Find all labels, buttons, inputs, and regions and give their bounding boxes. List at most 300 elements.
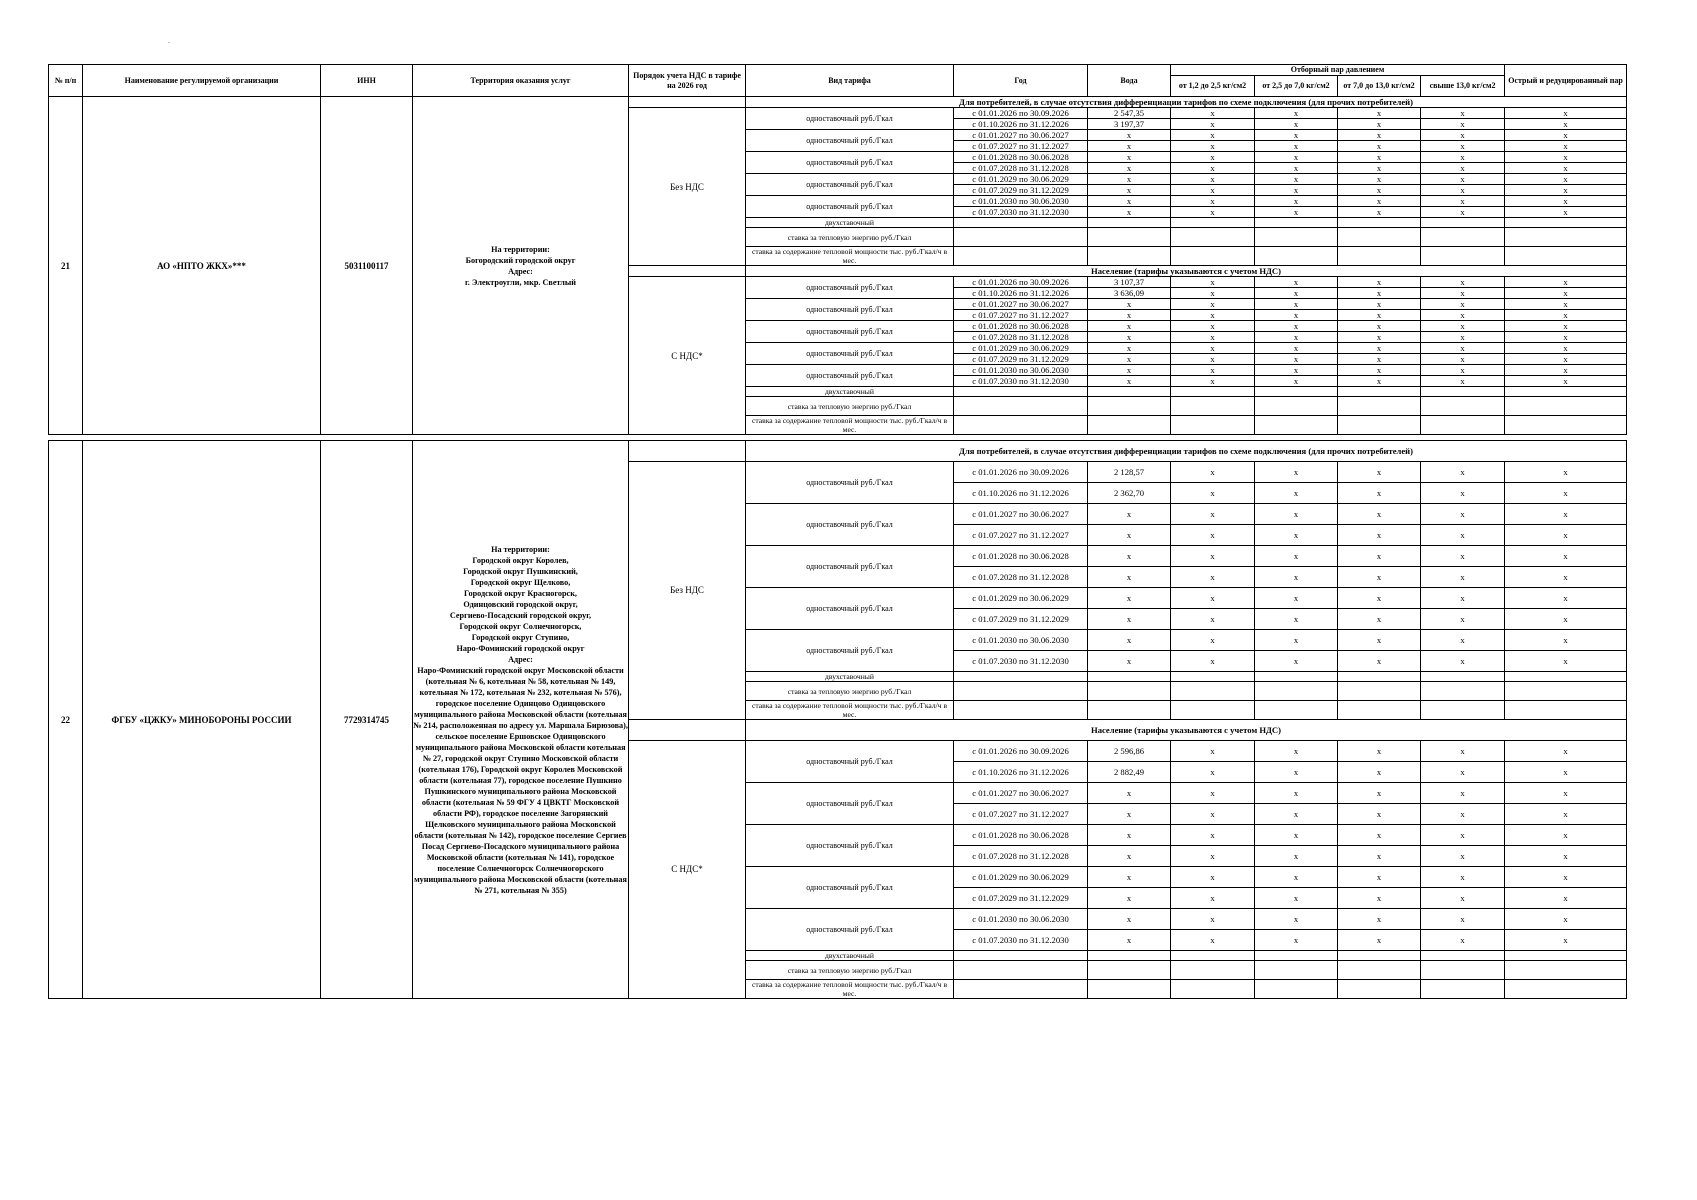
x-mark: x: [1421, 108, 1505, 119]
x-mark: x: [1171, 277, 1255, 288]
x-mark: x: [1338, 930, 1421, 951]
x-mark: x: [1338, 365, 1421, 376]
water-value: x: [1088, 867, 1171, 888]
x-mark: x: [1505, 108, 1627, 119]
x-mark: x: [1171, 174, 1255, 185]
tariff-period: с 01.07.2027 по 31.12.2027: [954, 141, 1088, 152]
x-mark: x: [1421, 332, 1505, 343]
empty-cell: [1088, 247, 1171, 266]
x-mark: x: [1421, 196, 1505, 207]
x-mark: x: [1421, 288, 1505, 299]
x-mark: x: [1338, 804, 1421, 825]
water-value: x: [1088, 909, 1171, 930]
water-value: x: [1088, 207, 1171, 218]
x-mark: x: [1421, 846, 1505, 867]
tariff-period: с 01.01.2026 по 30.09.2026: [954, 108, 1088, 119]
x-mark: x: [1255, 888, 1338, 909]
water-value: x: [1088, 343, 1171, 354]
empty-cell: [1505, 701, 1627, 720]
empty-cell: [954, 961, 1088, 980]
empty-cell: [1505, 387, 1627, 397]
empty-cell: [1088, 682, 1171, 701]
x-mark: x: [1255, 867, 1338, 888]
x-mark: x: [1505, 141, 1627, 152]
territory-line: Адрес:: [508, 266, 533, 276]
empty-cell: [1421, 672, 1505, 682]
org-inn: 7729314745: [321, 441, 413, 999]
empty-cell: [1255, 416, 1338, 435]
water-value: x: [1088, 310, 1171, 321]
x-mark: x: [1255, 321, 1338, 332]
x-mark: x: [1421, 163, 1505, 174]
tariff-one-part: одноставочный руб./Гкал: [746, 277, 954, 299]
x-mark: x: [1505, 930, 1627, 951]
territory-line: Городской округ Солнечногорск,: [459, 621, 582, 631]
territory-line: Городской округ Ступино,: [471, 632, 570, 642]
empty-cell: [1421, 387, 1505, 397]
x-mark: x: [1505, 376, 1627, 387]
tariff-energy-rate: ставка за тепловую энергию руб./Гкал: [746, 228, 954, 247]
tariff-energy-rate: ставка за тепловую энергию руб./Гкал: [746, 961, 954, 980]
x-mark: x: [1338, 588, 1421, 609]
empty-cell: [1255, 672, 1338, 682]
empty-cell: [1088, 951, 1171, 961]
tariff-period: с 01.01.2027 по 30.06.2027: [954, 783, 1088, 804]
x-mark: x: [1171, 741, 1255, 762]
empty-cell: [1338, 961, 1421, 980]
empty-cell: [1171, 228, 1255, 247]
water-value: x: [1088, 888, 1171, 909]
x-mark: x: [1255, 846, 1338, 867]
water-value: x: [1088, 332, 1171, 343]
x-mark: x: [1421, 609, 1505, 630]
tariff-two-part: двухставочный: [746, 672, 954, 682]
tariff-two-part: двухставочный: [746, 218, 954, 228]
x-mark: x: [1421, 867, 1505, 888]
vat-mode: Без НДС: [629, 462, 746, 720]
x-mark: x: [1421, 130, 1505, 141]
org-inn: 5031100117: [321, 97, 413, 435]
col-steam-1: от 1,2 до 2,5 кг/см2: [1171, 76, 1255, 97]
section-band: Население (тарифы указываются с учетом НДС): [746, 266, 1627, 277]
x-mark: x: [1421, 525, 1505, 546]
tariff-period: с 01.01.2026 по 30.09.2026: [954, 462, 1088, 483]
x-mark: x: [1338, 207, 1421, 218]
x-mark: x: [1171, 130, 1255, 141]
x-mark: x: [1171, 119, 1255, 130]
x-mark: x: [1255, 483, 1338, 504]
x-mark: x: [1255, 343, 1338, 354]
x-mark: x: [1338, 108, 1421, 119]
tariff-one-part: одноставочный руб./Гкал: [746, 825, 954, 867]
x-mark: x: [1338, 825, 1421, 846]
tariff-period: с 01.01.2028 по 30.06.2028: [954, 825, 1088, 846]
col-water: Вода: [1088, 65, 1171, 97]
x-mark: x: [1338, 762, 1421, 783]
x-mark: x: [1421, 651, 1505, 672]
tariff-capacity-rate: ставка за содержание тепловой мощности тыс. руб./Гкал/ч в мес.: [746, 416, 954, 435]
x-mark: x: [1421, 804, 1505, 825]
x-mark: x: [1338, 888, 1421, 909]
x-mark: x: [1505, 174, 1627, 185]
x-mark: x: [1338, 504, 1421, 525]
empty-cell: [1421, 228, 1505, 247]
tariff-one-part: одноставочный руб./Гкал: [746, 321, 954, 343]
water-value: x: [1088, 299, 1171, 310]
tariff-period: с 01.01.2029 по 30.06.2029: [954, 867, 1088, 888]
x-mark: x: [1171, 321, 1255, 332]
x-mark: x: [1255, 310, 1338, 321]
tariff-period: с 01.07.2029 по 31.12.2029: [954, 609, 1088, 630]
x-mark: x: [1171, 108, 1255, 119]
x-mark: x: [1171, 332, 1255, 343]
empty-cell: [1421, 980, 1505, 999]
org-territory: [413, 441, 629, 999]
tariff-period: с 01.01.2027 по 30.06.2027: [954, 130, 1088, 141]
x-mark: x: [1505, 909, 1627, 930]
water-value: x: [1088, 354, 1171, 365]
empty-cell: [1255, 218, 1338, 228]
x-mark: x: [1171, 846, 1255, 867]
water-value: x: [1088, 546, 1171, 567]
x-mark: x: [1505, 588, 1627, 609]
x-mark: x: [1421, 546, 1505, 567]
empty-cell: [1171, 218, 1255, 228]
x-mark: x: [1505, 130, 1627, 141]
tariff-period: с 01.01.2029 по 30.06.2029: [954, 174, 1088, 185]
empty-cell: [1088, 228, 1171, 247]
empty-cell: [1338, 980, 1421, 999]
x-mark: x: [1255, 152, 1338, 163]
water-value: x: [1088, 630, 1171, 651]
x-mark: x: [1421, 207, 1505, 218]
tariff-capacity-rate: ставка за содержание тепловой мощности тыс. руб./Гкал/ч в мес.: [746, 980, 954, 999]
tariff-capacity-rate: ставка за содержание тепловой мощности тыс. руб./Гкал/ч в мес.: [746, 701, 954, 720]
empty-cell: [1421, 247, 1505, 266]
x-mark: x: [1255, 365, 1338, 376]
empty-cell: [1171, 951, 1255, 961]
x-mark: x: [1255, 108, 1338, 119]
empty-cell: [1421, 218, 1505, 228]
x-mark: x: [1255, 930, 1338, 951]
x-mark: x: [1171, 299, 1255, 310]
water-value: x: [1088, 163, 1171, 174]
empty-cell: [1088, 397, 1171, 416]
x-mark: x: [1171, 504, 1255, 525]
water-value: x: [1088, 525, 1171, 546]
x-mark: x: [1255, 525, 1338, 546]
water-value: 2 128,57: [1088, 462, 1171, 483]
tariff-one-part: одноставочный руб./Гкал: [746, 299, 954, 321]
x-mark: x: [1505, 321, 1627, 332]
empty-cell: [1088, 961, 1171, 980]
x-mark: x: [1171, 930, 1255, 951]
x-mark: x: [1338, 163, 1421, 174]
empty-cell: [1338, 701, 1421, 720]
x-mark: x: [1421, 277, 1505, 288]
x-mark: x: [1338, 321, 1421, 332]
x-mark: x: [1338, 141, 1421, 152]
tariff-period: с 01.07.2028 по 31.12.2028: [954, 163, 1088, 174]
empty-cell: [1088, 387, 1171, 397]
x-mark: x: [1421, 354, 1505, 365]
col-org: Наименование регулируемой организации: [83, 65, 321, 97]
empty-cell: [1171, 416, 1255, 435]
tariff-energy-rate: ставка за тепловую энергию руб./Гкал: [746, 397, 954, 416]
col-steam-group: Отборный пар давлением: [1171, 65, 1505, 76]
x-mark: x: [1171, 354, 1255, 365]
x-mark: x: [1255, 185, 1338, 196]
x-mark: x: [1338, 651, 1421, 672]
x-mark: x: [1171, 152, 1255, 163]
tariff-period: с 01.01.2030 по 30.06.2030: [954, 365, 1088, 376]
territory-line: Одинцовский городской округ,: [463, 599, 578, 609]
empty-cell: [1088, 672, 1171, 682]
empty-cell: [1421, 682, 1505, 701]
water-value: x: [1088, 130, 1171, 141]
x-mark: x: [1421, 630, 1505, 651]
empty-cell: [1255, 682, 1338, 701]
empty-cell: [1338, 682, 1421, 701]
vat-spacer: [629, 97, 746, 108]
org-name: АО «НПТО ЖКХ»***: [83, 97, 321, 435]
col-sharp-steam: Острый и редуцированный пар: [1505, 65, 1627, 97]
x-mark: x: [1338, 343, 1421, 354]
x-mark: x: [1338, 846, 1421, 867]
water-value: 2 547,35: [1088, 108, 1171, 119]
tariff-table: [48, 64, 1627, 999]
tariff-capacity-rate: ставка за содержание тепловой мощности тыс. руб./Гкал/ч в мес.: [746, 247, 954, 266]
empty-cell: [954, 951, 1088, 961]
empty-cell: [954, 682, 1088, 701]
x-mark: x: [1171, 651, 1255, 672]
territory-line: Городской округ Королев,: [472, 555, 569, 565]
x-mark: x: [1505, 196, 1627, 207]
x-mark: x: [1505, 343, 1627, 354]
empty-cell: [954, 397, 1088, 416]
tariff-period: с 01.01.2030 по 30.06.2030: [954, 630, 1088, 651]
x-mark: x: [1255, 588, 1338, 609]
x-mark: x: [1421, 825, 1505, 846]
x-mark: x: [1171, 185, 1255, 196]
x-mark: x: [1505, 504, 1627, 525]
tariff-two-part: двухставочный: [746, 951, 954, 961]
empty-cell: [954, 980, 1088, 999]
x-mark: x: [1505, 546, 1627, 567]
empty-cell: [954, 416, 1088, 435]
empty-cell: [1505, 228, 1627, 247]
territory-line: Адрес:: [508, 654, 533, 664]
x-mark: x: [1338, 630, 1421, 651]
x-mark: x: [1505, 332, 1627, 343]
org-name: ФГБУ «ЦЖКУ» МИНОБОРОНЫ РОССИИ: [83, 441, 321, 999]
water-value: x: [1088, 588, 1171, 609]
x-mark: x: [1338, 909, 1421, 930]
x-mark: x: [1505, 846, 1627, 867]
x-mark: x: [1505, 310, 1627, 321]
x-mark: x: [1255, 354, 1338, 365]
water-value: 3 197,37: [1088, 119, 1171, 130]
x-mark: x: [1421, 762, 1505, 783]
empty-cell: [1505, 416, 1627, 435]
x-mark: x: [1255, 546, 1338, 567]
tariff-one-part: одноставочный руб./Гкал: [746, 588, 954, 630]
x-mark: x: [1338, 462, 1421, 483]
tariff-one-part: одноставочный руб./Гкал: [746, 130, 954, 152]
x-mark: x: [1171, 196, 1255, 207]
territory-line: Наро-Фоминский городской округ: [456, 643, 585, 653]
x-mark: x: [1505, 804, 1627, 825]
tariff-period: с 01.10.2026 по 31.12.2026: [954, 288, 1088, 299]
territory-line: Городской округ Щелково,: [470, 577, 571, 587]
tariff-period: с 01.01.2027 по 30.06.2027: [954, 504, 1088, 525]
empty-cell: [1421, 397, 1505, 416]
tariff-one-part: одноставочный руб./Гкал: [746, 365, 954, 387]
x-mark: x: [1505, 299, 1627, 310]
tariff-energy-rate: ставка за тепловую энергию руб./Гкал: [746, 682, 954, 701]
x-mark: x: [1255, 130, 1338, 141]
x-mark: x: [1421, 909, 1505, 930]
x-mark: x: [1421, 343, 1505, 354]
x-mark: x: [1171, 546, 1255, 567]
x-mark: x: [1505, 462, 1627, 483]
x-mark: x: [1255, 609, 1338, 630]
x-mark: x: [1505, 567, 1627, 588]
tariff-period: с 01.07.2027 по 31.12.2027: [954, 310, 1088, 321]
water-value: x: [1088, 930, 1171, 951]
x-mark: x: [1255, 207, 1338, 218]
x-mark: x: [1421, 310, 1505, 321]
col-vat: Порядок учета НДС в тарифе на 2026 год: [629, 65, 746, 97]
tariff-period: с 01.01.2028 по 30.06.2028: [954, 546, 1088, 567]
tariff-period: с 01.07.2029 по 31.12.2029: [954, 185, 1088, 196]
empty-cell: [1505, 682, 1627, 701]
tariff-period: с 01.01.2027 по 30.06.2027: [954, 299, 1088, 310]
territory-line: Городской округ Красногорск,: [464, 588, 577, 598]
tariff-period: с 01.10.2026 по 31.12.2026: [954, 483, 1088, 504]
x-mark: x: [1338, 130, 1421, 141]
territory-line: Наро-Фоминский городской округ Московской области (котельная № 6, котельная № 58, котельная № 149, котельная № 172, котельная № 232, котельная № 576), городское поселение Одинцово Одинцовского муниципального района Московской области (котельная № 214, расположенная по адресу ул. Маршала Бирюзова), сельское поселение Ершовское Одинцовского муниципального района Московской области котельная № 27, городской округ Ступино Московской области (котельная 176), Городской округ Королев Московской области (котельная 77), городское поселение Пушкино Пушкинского муниципального района Московской области (котельная № 59 ФГУ 4 ЦВКТГ Московской области РФ), городское поселение Загорянский Щелковского муниципального района Московской области (котельная № 142), городское поселение Сергиев Посад Сергиево-Посадского муниципального района Московской области (котельная № 141), городское поселение Солнечногорск Солнечногорского муниципального района Московской области (котельная № 271, котельная № 355): [413, 665, 628, 895]
water-value: x: [1088, 846, 1171, 867]
x-mark: x: [1421, 174, 1505, 185]
x-mark: x: [1255, 741, 1338, 762]
x-mark: x: [1171, 804, 1255, 825]
x-mark: x: [1338, 196, 1421, 207]
tariff-period: с 01.07.2029 по 31.12.2029: [954, 888, 1088, 909]
water-value: x: [1088, 196, 1171, 207]
tariff-one-part: одноставочный руб./Гкал: [746, 343, 954, 365]
empty-cell: [1171, 247, 1255, 266]
empty-cell: [1255, 387, 1338, 397]
empty-cell: [1505, 961, 1627, 980]
x-mark: x: [1255, 299, 1338, 310]
tariff-period: с 01.07.2029 по 31.12.2029: [954, 354, 1088, 365]
territory-line: Городской округ Пушкинский,: [463, 566, 578, 576]
tariff-period: с 01.01.2030 по 30.06.2030: [954, 196, 1088, 207]
tariff-sheet: [48, 64, 1626, 999]
empty-cell: [1171, 701, 1255, 720]
tariff-period: с 01.07.2030 по 31.12.2030: [954, 376, 1088, 387]
x-mark: x: [1255, 630, 1338, 651]
x-mark: x: [1338, 119, 1421, 130]
section-band: Для потребителей, в случае отсутствия дифференциации тарифов по схеме подключения (для прочих потребителей): [746, 97, 1627, 108]
x-mark: x: [1421, 504, 1505, 525]
vat-mode: С НДС*: [629, 741, 746, 999]
vat-spacer: [629, 441, 746, 462]
x-mark: x: [1171, 909, 1255, 930]
x-mark: x: [1338, 483, 1421, 504]
x-mark: x: [1255, 277, 1338, 288]
tariff-period: с 01.07.2028 по 31.12.2028: [954, 567, 1088, 588]
x-mark: x: [1505, 152, 1627, 163]
x-mark: x: [1171, 483, 1255, 504]
water-value: x: [1088, 365, 1171, 376]
tariff-period: с 01.01.2026 по 30.09.2026: [954, 277, 1088, 288]
tariff-one-part: одноставочный руб./Гкал: [746, 783, 954, 825]
x-mark: x: [1421, 483, 1505, 504]
x-mark: x: [1171, 288, 1255, 299]
x-mark: x: [1421, 321, 1505, 332]
x-mark: x: [1421, 588, 1505, 609]
empty-cell: [1338, 397, 1421, 416]
x-mark: x: [1338, 299, 1421, 310]
col-territory: Территория оказания услуг: [413, 65, 629, 97]
empty-cell: [1088, 218, 1171, 228]
x-mark: x: [1505, 741, 1627, 762]
x-mark: x: [1505, 288, 1627, 299]
x-mark: x: [1421, 152, 1505, 163]
x-mark: x: [1255, 174, 1338, 185]
empty-cell: [1171, 961, 1255, 980]
empty-cell: [954, 218, 1088, 228]
water-value: 3 107,37: [1088, 277, 1171, 288]
tariff-one-part: одноставочный руб./Гкал: [746, 152, 954, 174]
empty-cell: [1255, 247, 1338, 266]
empty-cell: [1171, 387, 1255, 397]
tariff-period: с 01.01.2029 по 30.06.2029: [954, 588, 1088, 609]
empty-cell: [1338, 951, 1421, 961]
x-mark: x: [1171, 588, 1255, 609]
tariff-one-part: одноставочный руб./Гкал: [746, 462, 954, 504]
tariff-period: с 01.01.2029 по 30.06.2029: [954, 343, 1088, 354]
tariff-one-part: одноставочный руб./Гкал: [746, 196, 954, 218]
tariff-period: с 01.01.2028 по 30.06.2028: [954, 152, 1088, 163]
tariff-period: с 01.07.2030 по 31.12.2030: [954, 930, 1088, 951]
tariff-one-part: одноставочный руб./Гкал: [746, 867, 954, 909]
x-mark: x: [1421, 376, 1505, 387]
water-value: 2 882,49: [1088, 762, 1171, 783]
x-mark: x: [1255, 909, 1338, 930]
x-mark: x: [1255, 119, 1338, 130]
x-mark: x: [1421, 141, 1505, 152]
x-mark: x: [1505, 651, 1627, 672]
x-mark: x: [1505, 630, 1627, 651]
tariff-period: с 01.07.2030 по 31.12.2030: [954, 207, 1088, 218]
empty-cell: [1421, 701, 1505, 720]
x-mark: x: [1505, 483, 1627, 504]
tariff-one-part: одноставочный руб./Гкал: [746, 909, 954, 951]
water-value: 2 596,86: [1088, 741, 1171, 762]
x-mark: x: [1421, 462, 1505, 483]
tariff-one-part: одноставочный руб./Гкал: [746, 504, 954, 546]
water-value: x: [1088, 783, 1171, 804]
x-mark: x: [1338, 288, 1421, 299]
x-mark: x: [1338, 310, 1421, 321]
empty-cell: [954, 701, 1088, 720]
x-mark: x: [1338, 174, 1421, 185]
water-value: x: [1088, 651, 1171, 672]
water-value: x: [1088, 804, 1171, 825]
